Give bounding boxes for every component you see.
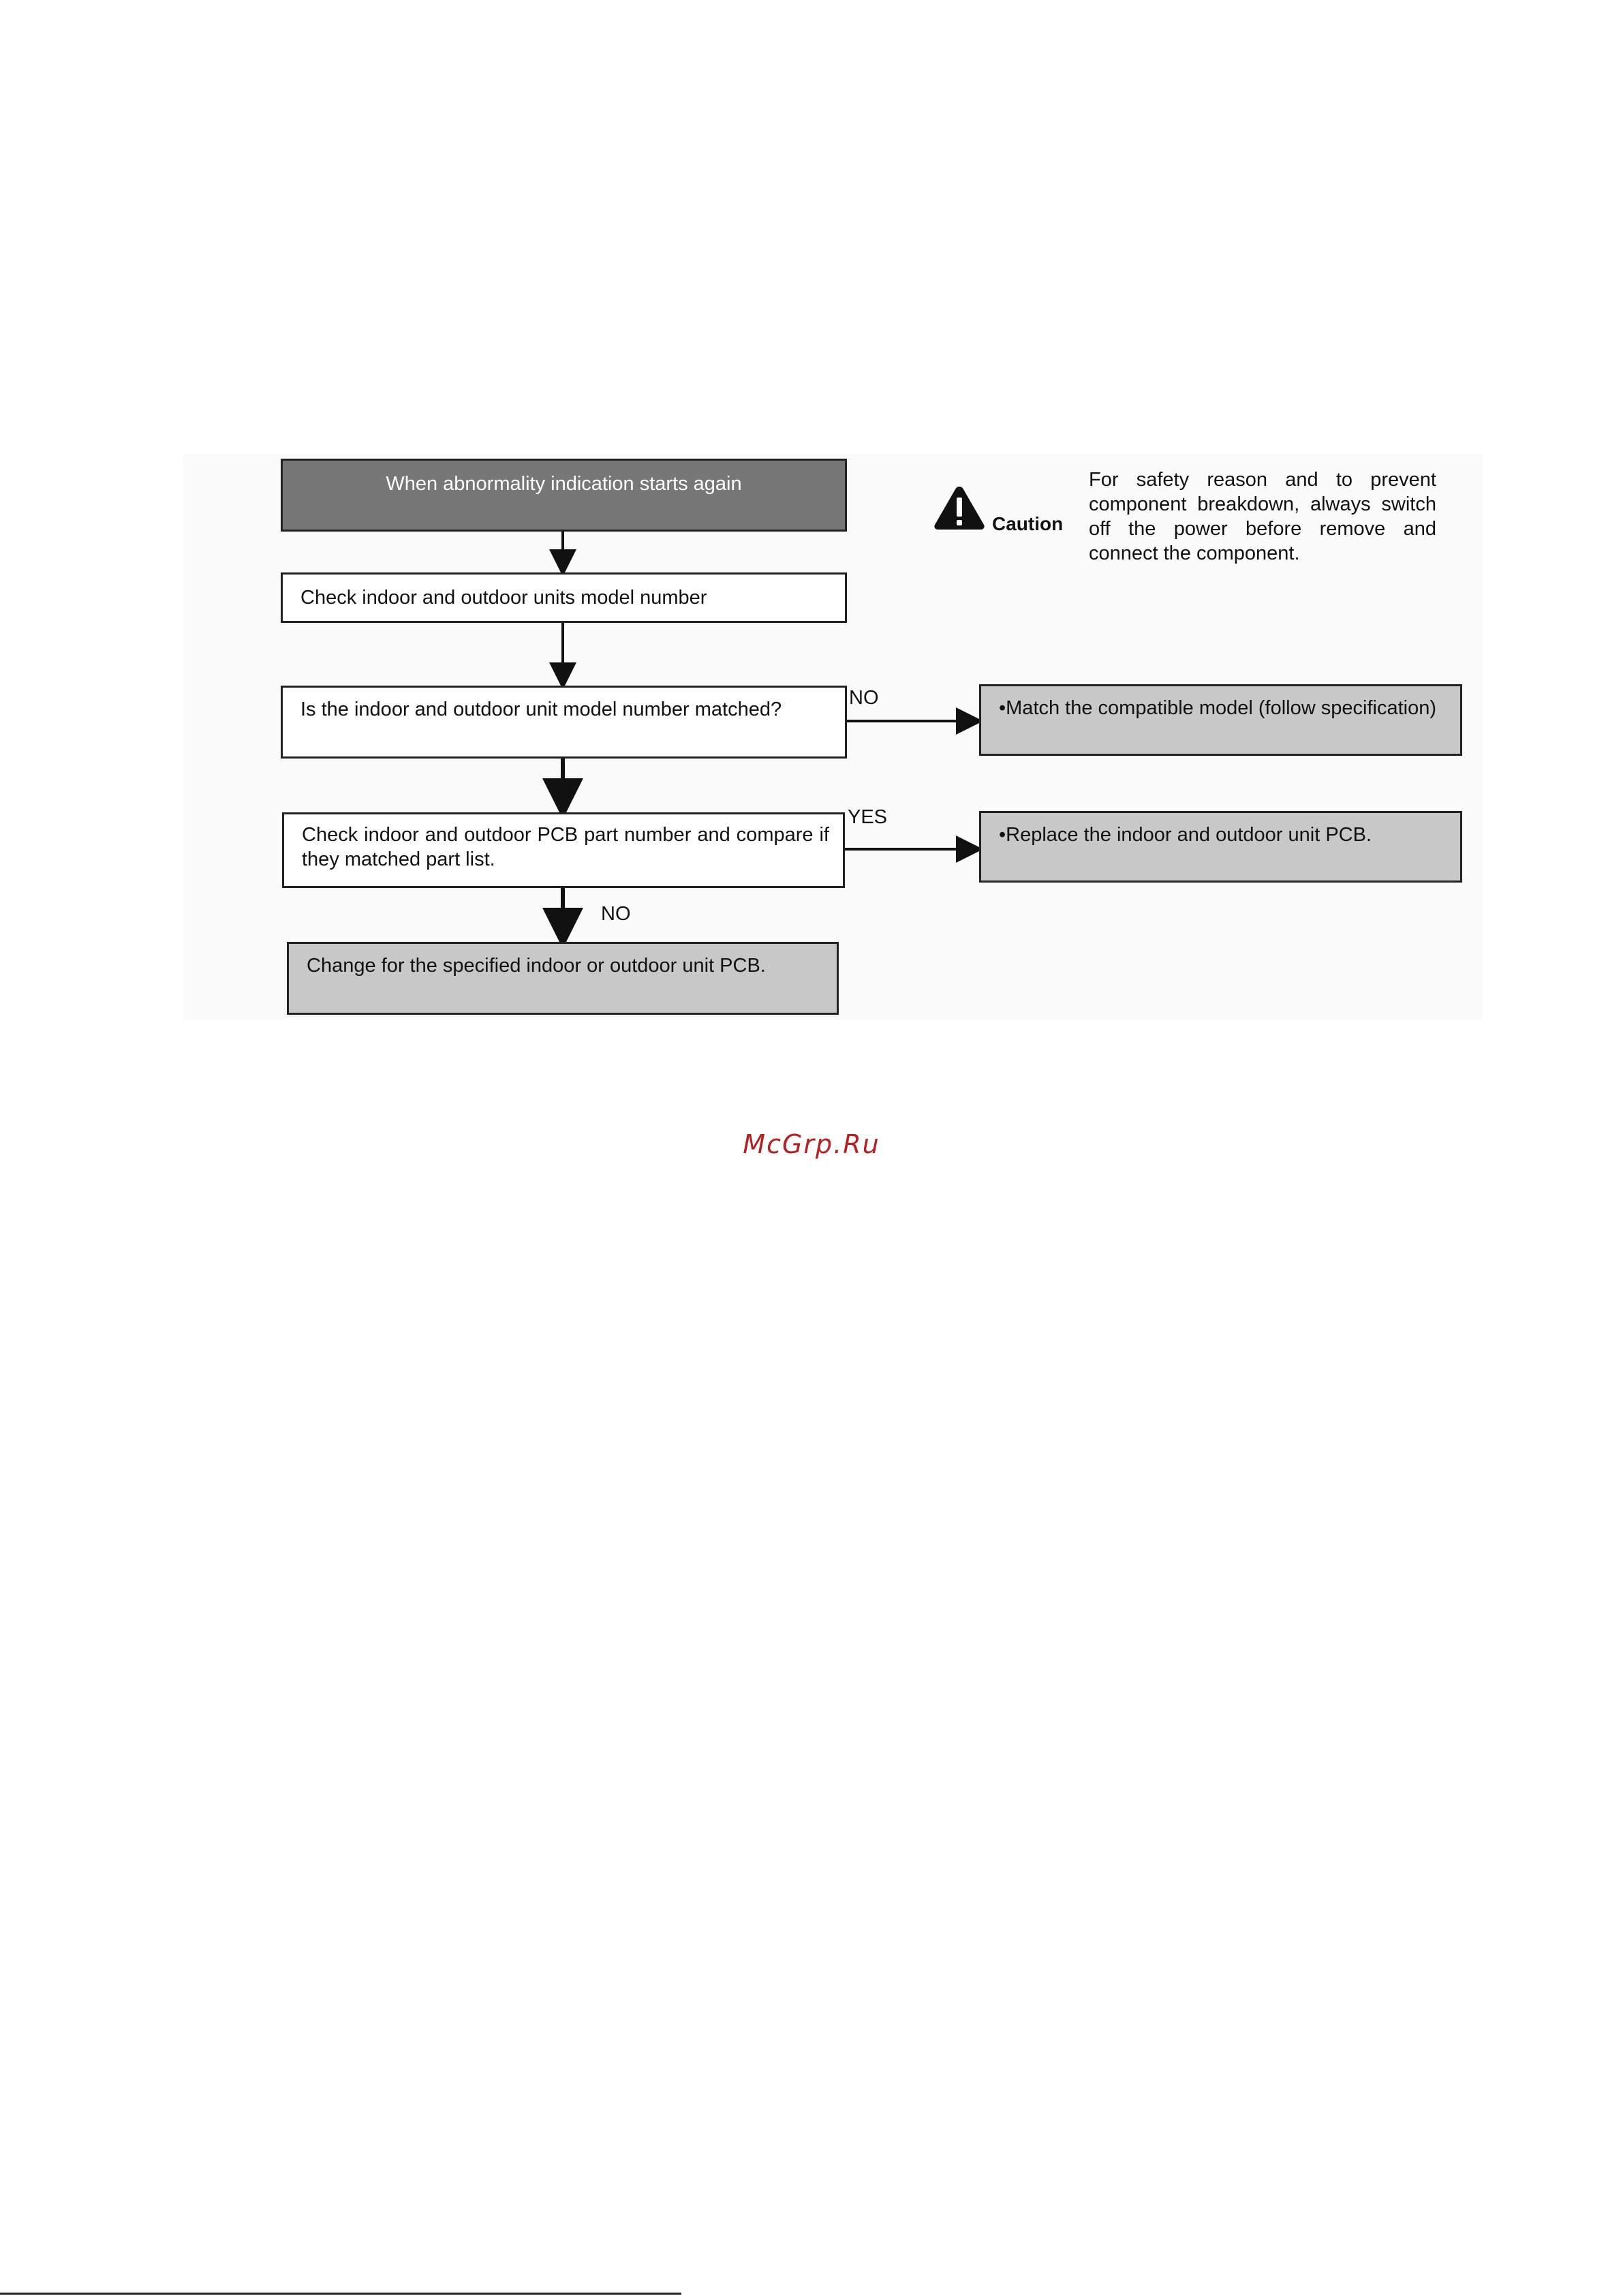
check-pcb-box — [282, 812, 845, 888]
check-model-text: Check indoor and outdoor units model number — [300, 587, 707, 609]
no-label-pcb: NO — [601, 903, 631, 925]
check-pcb-text: Check indoor and outdoor PCB part number and compare if they matched part list. — [302, 824, 829, 870]
check-model-box — [281, 572, 847, 623]
caution-label: Caution — [992, 513, 1064, 534]
start-box — [281, 459, 847, 532]
no-label-decision: NO — [849, 687, 879, 709]
watermark: McGrp.Ru — [743, 1129, 880, 1159]
start-text: When abnormality indication starts again — [386, 473, 742, 495]
footer-divider — [0, 2293, 681, 2295]
decision-model-box — [281, 686, 847, 759]
replace-pcb-box — [979, 811, 1462, 883]
change-pcb-box — [287, 942, 839, 1015]
change-pcb-text: Change for the specified indoor or outdoor unit PCB. — [307, 955, 766, 977]
warning-triangle-icon — [933, 485, 985, 530]
match-model-box — [979, 684, 1462, 756]
match-model-text: •Match the compatible model (follow specification) — [999, 697, 1436, 719]
caution-text: For safety reason and to prevent component breakdown, always switch off the power before remove and connect the component. — [1089, 469, 1436, 564]
replace-pcb-text: •Replace the indoor and outdoor unit PCB. — [999, 824, 1372, 846]
yes-label-pcb: YES — [848, 806, 888, 828]
decision-model-text: Is the indoor and outdoor unit model number matched? — [300, 699, 782, 720]
